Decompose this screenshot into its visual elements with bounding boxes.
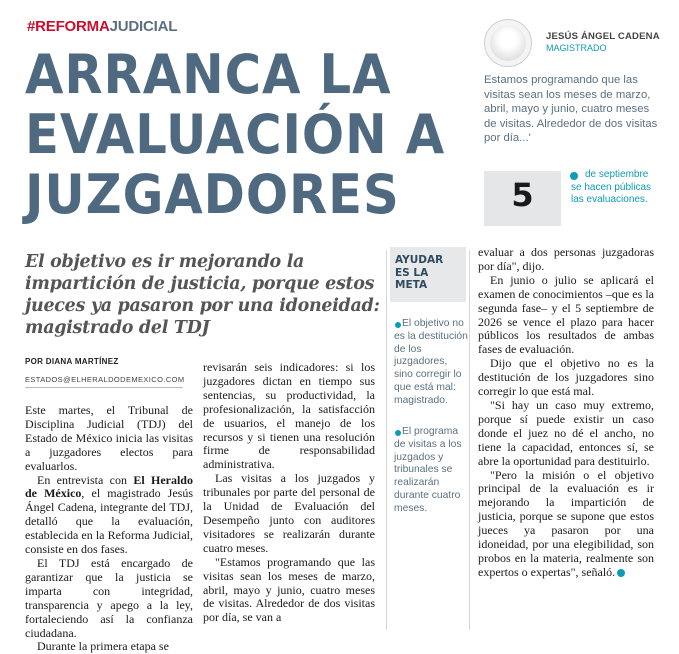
paragraph: Dijo que el objetivo no es la destitución de los juzgadores sino corregir lo que está mal. bbox=[478, 356, 654, 399]
sidebar-item-1: El objetivo no es la destitución de los juzgadores, sino corregir lo que está mal: magistrado. bbox=[394, 318, 468, 406]
headline-line3: JUZGADORES bbox=[25, 163, 400, 226]
paragraph: Este martes, el Tribunal de Disciplina Judicial (TDJ) del Estado de México inicia las visitas a juzgadores electos para evaluarlos. bbox=[25, 403, 193, 473]
sidebar-title: AYUDAR ES LA META bbox=[390, 247, 466, 302]
paragraph: "Si hay un caso muy extremo, porque sí puede existir un caso donde el juez no dé el ancho, no tiene la capacidad, entonces sí, se abre la oportunidad para destituirlo. bbox=[478, 397, 654, 468]
paragraph: "Estamos programando que las visitas sean los meses de marzo, abril, mayo y junio, cuatro meses de visitas. Alrededor de dos visitas por día, se van a bbox=[203, 554, 375, 625]
stat-text: de septiembre se hacen públicas las evaluaciones. bbox=[571, 169, 652, 205]
paragraph bbox=[25, 474, 193, 557]
paragraph bbox=[478, 469, 654, 580]
headline bbox=[25, 45, 448, 225]
sidebar-item-2: El programa de visitas a los juzgados y tribunales se realizarán durante cuatro meses. bbox=[394, 426, 462, 514]
subtitle: El objetivo es ir mejorando la impartición de justicia, porque estos jueces ya pasaron por una idoneidad: magistrado del TDJ bbox=[25, 252, 380, 338]
paragraph: El TDJ está encargado de garantizar que la justicia se imparta con integridad, transparencia y apego a la ley, fortaleciendo así la confianza ciudadana. bbox=[25, 555, 193, 640]
body-column-2 bbox=[203, 361, 375, 625]
paragraph: Las visitas a los juzgados y tribunales por parte del personal de la Unidad de Evaluación del Desempeño junto con auditores visitadores se realizarán durante cuatro meses. bbox=[203, 471, 375, 555]
byline-divider bbox=[25, 387, 183, 388]
stat-number: 5 bbox=[511, 176, 534, 214]
pull-quote-text: Estamos programando que las visitas sean los meses de marzo, abril, mayo y junio, cuatro meses de visitas. Alrededor de dos visitas por día...' bbox=[484, 74, 658, 144]
quote-author-role: MAGISTRADO bbox=[546, 43, 607, 53]
byline-email[interactable]: ESTADOS@ELHERALDODEMEXICO.COM bbox=[25, 375, 185, 384]
tag-part2: JUDICIAL bbox=[109, 18, 178, 35]
end-mark-icon bbox=[617, 569, 625, 577]
text-span: "Pero la misión o el objetivo principal de la evaluación es ir mejorando la impartición de justicia, porque se supone que estos jueces ya pasaron por una idoneidad, por una elegibilidad, son probos en la materia, realmente son expertos o expertas", señaló. bbox=[478, 467, 654, 579]
sidebar-divider-left bbox=[386, 250, 387, 630]
headline-line2: EVALUACIÓN A bbox=[25, 103, 446, 166]
tag-part1: REFORMA bbox=[35, 18, 110, 35]
body-column-1 bbox=[25, 404, 193, 654]
sidebar-divider-right bbox=[469, 250, 470, 630]
text-span: En entrevista con bbox=[37, 472, 134, 487]
paragraph: evaluar a dos personas juzgadoras por día", dijo. bbox=[478, 245, 654, 273]
portrait-avatar-inner bbox=[490, 25, 526, 61]
headline-line1: ARRANCA LA bbox=[25, 43, 392, 106]
newspaper-name: El Heraldo de México bbox=[25, 472, 193, 501]
byline-author: POR DIANA MARTÍNEZ bbox=[25, 357, 119, 366]
paragraph: revisarán seis indicadores: si los juzgadores dictan en tiempo sus sentencias, su productividad, la profesionalización, la satisfacción de usuarios, el manejo de los recursos y si tienen una resolución firme de responsabilidad administrativa. bbox=[203, 360, 375, 472]
quote-author-name: JESÚS ÁNGEL CADENA bbox=[546, 31, 660, 42]
section-tag bbox=[27, 18, 177, 35]
paragraph: En junio o julio se aplicará el examen de conocimientos –que es la segunda fase– y el 5 septiembre de 2026 se vence el plazo para hacer públicos los resultados de ambas fases de evaluación. bbox=[478, 272, 654, 357]
paragraph: Durante la primera etapa se bbox=[37, 639, 169, 654]
text-span: , el magistrado Jesús Ángel Cadena, integrante del TDJ, detalló que la evaluación, establecida en la Reforma Judicial, consiste en dos fases. bbox=[25, 486, 193, 557]
body-column-4 bbox=[478, 246, 654, 580]
tag-hash: # bbox=[27, 18, 36, 35]
